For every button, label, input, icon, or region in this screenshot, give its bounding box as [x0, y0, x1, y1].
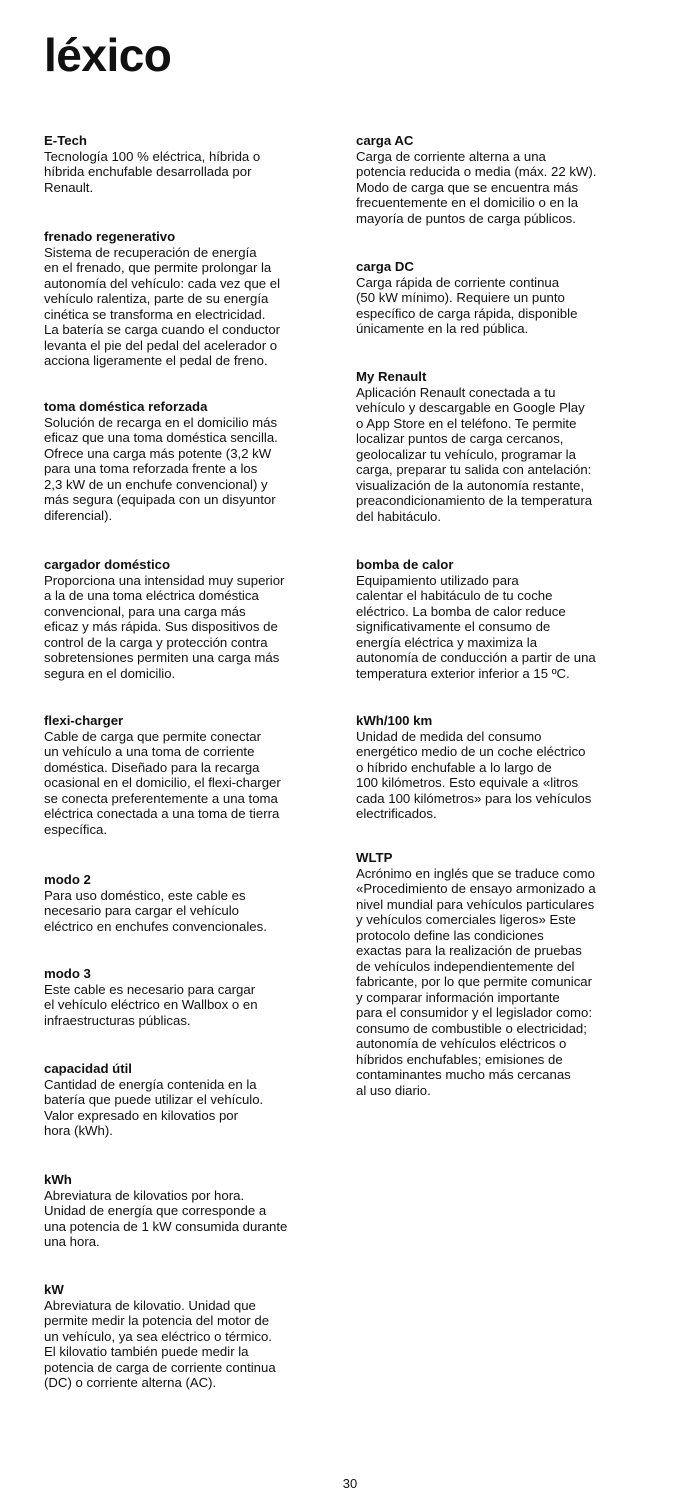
glossary-definition-line: Unidad de energía que corresponde a: [44, 1203, 267, 1218]
glossary-entry-e-tech: [44, 133, 344, 195]
glossary-definition-line: eficaz y más rápida. Sus dispositivos de: [44, 619, 278, 634]
glossary-definition-line: y comparar información importante: [356, 989, 560, 1005]
glossary-definition-line: Tecnología 100 % eléctrica, híbrida o: [44, 148, 261, 164]
glossary-definition-line: Unidad de medida del consumo: [356, 728, 542, 744]
glossary-definition-line: carga, preparar tu salida con antelación:: [356, 462, 592, 477]
glossary-definition-line: eléctrico en enchufes convencionales.: [44, 918, 267, 934]
glossary-definition-line: preacondicionamiento de la temperatura: [356, 493, 593, 508]
glossary-definition-line: Modo de carga que se encuentra más: [356, 179, 579, 195]
glossary-definition-line: «Procedimiento de ensayo armonizado a: [356, 881, 596, 896]
glossary-definition-line: necesario para cargar el vehículo: [44, 903, 239, 918]
glossary-definition-line: consumo de combustible o electricidad;: [356, 1020, 587, 1036]
glossary-term: modo 2: [44, 872, 91, 887]
glossary-definition-line: autonomía del vehículo: cada vez que el: [44, 275, 281, 291]
glossary-definition-line: una hora.: [44, 1234, 100, 1249]
glossary-definition-line: una potencia de 1 kW consumida durante: [44, 1218, 288, 1234]
glossary-term: E-Tech: [44, 133, 87, 148]
glossary-definition-line: eléctrica conectada a una toma de tierra: [44, 806, 280, 821]
glossary-definition-line: Abreviatura de kilovatio. Unidad que: [44, 1297, 256, 1313]
glossary-definition-line: Cantidad de energía contenida en la: [44, 1076, 257, 1092]
glossary-definition-line: levanta el pie del pedal del acelerador o: [44, 337, 278, 353]
glossary-entry-kwh: [44, 1172, 344, 1250]
glossary-definition-line: mayoría de puntos de carga públicos.: [356, 210, 576, 226]
glossary-definition-line: específico de carga rápida, disponible: [356, 305, 578, 321]
glossary-definition-line: autonomía de vehículos eléctricos o: [356, 1036, 567, 1051]
glossary-definition-line: o híbrido enchufable a lo largo de: [356, 759, 552, 775]
glossary-definition-line: potencia de carga de corriente continua: [44, 1359, 276, 1375]
glossary-term: My Renault: [356, 369, 427, 384]
glossary-term: cargador doméstico: [44, 557, 171, 572]
glossary-definition-line: Carga rápida de corriente continua: [356, 274, 560, 290]
glossary-definition-line: Este cable es necesario para cargar: [44, 981, 256, 997]
glossary-definition-line: Para uso doméstico, este cable es: [44, 887, 246, 903]
glossary-definition-line: segura en el domicilio.: [44, 665, 176, 681]
glossary-definition-line: únicamente en la red pública.: [356, 321, 529, 336]
glossary-definition-line: El kilovatio también puede medir la: [44, 1344, 249, 1359]
glossary-definition-line: acciona ligeramente el pedal de freno.: [44, 353, 268, 368]
glossary-definition-line: fabricante, por lo que permite comunicar: [356, 974, 593, 989]
glossary-definition-line: visualización de la autonomía restante,: [356, 477, 584, 493]
glossary-definition-line: protocolo define las condiciones: [356, 927, 544, 943]
glossary-definition-line: energía eléctrica y maximiza la: [356, 634, 538, 650]
glossary-term: frenado regenerativo: [44, 229, 176, 244]
glossary-definition-line: Renault.: [44, 179, 94, 195]
glossary-definition-line: electrificados.: [356, 806, 437, 821]
glossary-definition-line: más segura (equipada con un disyuntor: [44, 492, 276, 507]
glossary-entry-carga-ac: [356, 133, 656, 226]
glossary-definition-line: control de la carga y protección contra: [44, 634, 268, 650]
glossary-definition-line: Ofrece una carga más potente (3,2 kW: [44, 445, 272, 461]
glossary-definition-line: convencional, para una carga más: [44, 603, 246, 619]
glossary-definition-line: (DC) o corriente alterna (AC).: [44, 1375, 217, 1390]
glossary-definition-line: híbrida enchufable desarrollada por: [44, 164, 252, 179]
glossary-definition-line: del habitáculo.: [356, 508, 442, 524]
glossary-definition-line: doméstica. Diseñado para la recarga: [44, 759, 260, 775]
glossary-definition-line: Carga de corriente alterna a una: [356, 148, 546, 164]
glossary-definition-line: Solución de recarga en el domicilio más: [44, 414, 278, 430]
glossary-entry-cargador-domestico: [44, 557, 344, 681]
glossary-definition-line: sobretensiones permiten una carga más: [44, 650, 280, 665]
glossary-term: modo 3: [44, 966, 91, 981]
glossary-definition-line: o App Store en el teléfono. Te permite: [356, 415, 577, 431]
glossary-definition-line: Proporciona una intensidad muy superior: [44, 572, 285, 588]
glossary-definition-line: nivel mundial para vehículos particulares: [356, 896, 595, 912]
glossary-term: kW: [44, 1282, 64, 1297]
glossary-entry-kwh-100-km: [356, 713, 656, 822]
page-title: léxico: [44, 29, 172, 81]
glossary-definition-line: cinética se transforma en electricidad.: [44, 306, 266, 322]
glossary-term: carga AC: [356, 133, 414, 148]
glossary-definition-line: eficaz que una toma doméstica sencilla.: [44, 430, 278, 445]
glossary-entry-modo-2: [44, 872, 344, 934]
glossary-definition-line: un vehículo, ya sea eléctrico o térmico.: [44, 1328, 272, 1344]
glossary-definition-line: Acrónimo en inglés que se traduce como: [356, 865, 595, 881]
glossary-definition-line: temperatura exterior inferior a 15 ºC.: [356, 665, 570, 681]
glossary-definition-line: vehículo ralentiza, parte de su energía: [44, 291, 269, 306]
glossary-definition-line: exactas para la realización de pruebas: [356, 943, 582, 958]
glossary-entry-flexi-charger: [44, 713, 344, 837]
glossary-term: toma doméstica reforzada: [44, 399, 208, 414]
glossary-definition-line: Equipamiento utilizado para: [356, 572, 519, 588]
glossary-term: capacidad útil: [44, 1061, 132, 1076]
glossary-definition-line: a la de una toma eléctrica doméstica: [44, 588, 259, 603]
glossary-term: kWh/100 km: [356, 713, 433, 728]
glossary-entry-toma-domestica-reforzada: [44, 399, 344, 523]
glossary-definition-line: 2,3 kW de un enchufe convencional) y: [44, 476, 268, 492]
glossary-definition-line: localizar puntos de carga cercanos,: [356, 431, 564, 446]
glossary-definition-line: frecuentemente en el domicilio o en la: [356, 195, 579, 210]
glossary-term: WLTP: [356, 850, 393, 865]
glossary-entry-wltp: [356, 850, 656, 1098]
glossary-definition-line: Valor expresado en kilovatios por: [44, 1107, 239, 1123]
glossary-definition-line: autonomía de conducción a partir de una: [356, 650, 596, 665]
glossary-definition-line: se conecta preferentemente a una toma: [44, 790, 278, 806]
glossary-definition-line: ocasional en el domicilio, el flexi-charger: [44, 775, 281, 790]
glossary-definition-line: vehículo y descargable en Google Play: [356, 400, 585, 415]
glossary-term: flexi-charger: [44, 713, 124, 728]
glossary-definition-line: al uso diario.: [356, 1082, 431, 1098]
glossary-definition-line: para el consumidor y el legislador como:: [356, 1005, 593, 1020]
glossary-definition-line: de vehículos independientemente del: [356, 958, 575, 974]
glossary-definition-line: significativamente el consumo de: [356, 619, 551, 634]
glossary-definition-line: Cable de carga que permite conectar: [44, 728, 261, 744]
glossary-definition-line: eléctrico. La bomba de calor reduce: [356, 603, 566, 619]
glossary-definition-line: híbridos enchufables; emisiones de: [356, 1051, 563, 1067]
glossary-definition-line: en el frenado, que permite prolongar la: [44, 260, 272, 275]
glossary-definition-line: batería que puede utilizar el vehículo.: [44, 1092, 264, 1107]
glossary-definition-line: el vehículo eléctrico en Wallbox o en: [44, 997, 258, 1012]
glossary-definition-line: La batería se carga cuando el conductor: [44, 322, 281, 337]
glossary-entry-kw: [44, 1282, 344, 1391]
glossary-definition-line: permite medir la potencia del motor de: [44, 1313, 270, 1328]
glossary-definition-line: y vehículos comerciales ligeros» Este: [356, 912, 576, 927]
glossary-definition-line: geolocalizar tu vehículo, programar la: [356, 446, 576, 462]
glossary-definition-line: Sistema de recuperación de energía: [44, 244, 257, 260]
glossary-term: kWh: [44, 1172, 72, 1187]
glossary-entry-capacidad-util: [44, 1061, 344, 1139]
glossary-definition-line: hora (kWh).: [44, 1123, 113, 1138]
glossary-definition-line: (50 kW mínimo). Requiere un punto: [356, 290, 565, 305]
glossary-definition-line: Abreviatura de kilovatios por hora.: [44, 1187, 245, 1203]
glossary-definition-line: energético medio de un coche eléctrico: [356, 744, 586, 759]
glossary-entry-my-renault: [356, 369, 656, 524]
glossary-term: bomba de calor: [356, 557, 454, 572]
glossary-entry-frenado-regenerativo: [44, 229, 344, 369]
glossary-entry-carga-dc: [356, 259, 656, 337]
glossary-definition-line: cada 100 kilómetros» para los vehículos: [356, 790, 592, 806]
glossary-definition-line: diferencial).: [44, 507, 113, 523]
glossary-entry-bomba-de-calor: [356, 557, 656, 681]
page-number: 30: [342, 1476, 358, 1491]
glossary-definition-line: Aplicación Renault conectada a tu: [356, 384, 556, 400]
glossary-definition-line: potencia reducida o media (máx. 22 kW).: [356, 164, 597, 179]
glossary-entry-modo-3: [44, 966, 344, 1028]
glossary-definition-line: específica.: [44, 821, 108, 837]
glossary-definition-line: para una toma reforzada frente a los: [44, 461, 258, 476]
glossary-definition-line: infraestructuras públicas.: [44, 1012, 191, 1028]
glossary-definition-line: 100 kilómetros. Esto equivale a «litros: [356, 775, 579, 790]
glossary-term: carga DC: [356, 259, 414, 274]
glossary-definition-line: contaminantes mucho más cercanas: [356, 1067, 571, 1082]
glossary-definition-line: un vehículo a una toma de corriente: [44, 744, 255, 759]
glossary-definition-line: calentar el habitáculo de tu coche: [356, 588, 553, 603]
